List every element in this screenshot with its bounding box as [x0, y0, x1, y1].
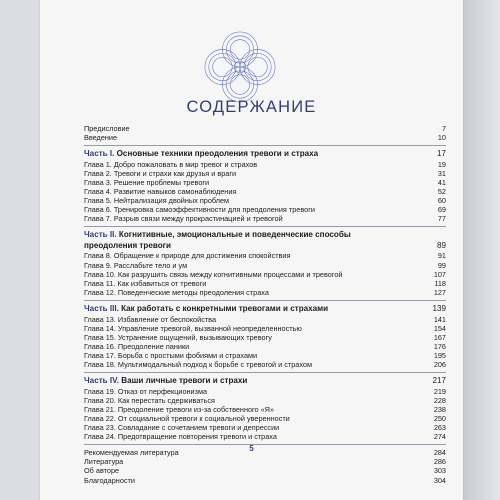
entry-label: Глава 13. Избавление от беспокойства	[84, 314, 217, 324]
toc-chapter-entry	[84, 187, 446, 196]
toc-front-entry	[84, 124, 446, 133]
entry-page: 176	[433, 341, 446, 351]
entry-page: 228	[433, 395, 446, 405]
entry-label: Глава 12. Поведенческие методы преодоления страха	[84, 287, 269, 297]
table-of-contents	[84, 124, 446, 485]
entry-page: 250	[433, 413, 446, 423]
entry-label: Глава 4. Развитие навыков самонаблюдения	[84, 187, 237, 197]
part-title: Основные техники преодоления тревоги и страха	[116, 149, 319, 159]
part-number: Часть III.	[84, 303, 119, 313]
part-number: Часть II.	[84, 230, 117, 240]
interlaced-circles-emblem-icon	[201, 28, 279, 106]
entry-page: 69	[437, 205, 446, 215]
entry-page: 219	[433, 386, 446, 396]
toc-chapter-entry	[84, 414, 446, 423]
entry-page: 31	[437, 168, 446, 178]
entry-label: Глава 5. Нейтрализация двойных проблем	[84, 196, 230, 206]
toc-chapter-entry	[84, 251, 446, 260]
toc-chapter-entry	[84, 342, 446, 351]
entry-page: 77	[437, 214, 446, 224]
background-edge	[463, 0, 500, 500]
entry-label: Глава 19. Отказ от перфекционизма	[84, 386, 208, 396]
entry-page: 238	[433, 404, 446, 414]
entry-label: Глава 8. Обращение к природе для достижения спокойствия	[84, 251, 291, 261]
toc-chapter-entry	[84, 270, 446, 279]
entry-page: 284	[433, 448, 446, 458]
toc-chapter-entry	[84, 360, 446, 369]
entry-label: Глава 10. Как разрушить связь между когнитивными процессами и тревогой	[84, 269, 343, 279]
entry-label: Глава 7. Разрыв связи между прокрастинацией и тревогой	[84, 214, 283, 224]
book-page	[40, 0, 463, 500]
toc-part-heading	[84, 230, 446, 251]
toc-part-heading	[84, 149, 446, 160]
entry-page: 91	[437, 251, 446, 261]
entry-page: 99	[437, 260, 446, 270]
entry-page: 17	[436, 149, 446, 159]
toc-front-entry	[84, 133, 446, 142]
entry-label: Благодарности	[84, 475, 135, 485]
toc-chapter-entry	[84, 405, 446, 414]
entry-label: Глава 17. Борьба с простыми фобиями и страхами	[84, 350, 258, 360]
page-number: 5	[249, 444, 254, 453]
entry-label: Предисловие	[84, 124, 130, 133]
toc-chapter-entry	[84, 169, 446, 178]
toc-chapter-entry	[84, 333, 446, 342]
entry-label: Введение	[84, 133, 118, 143]
entry-label: Глава 22. От социальной тревоги к социальной уверенности	[84, 413, 290, 423]
entry-label: Глава 23. Совладание с сочетанием тревоги и депрессии	[84, 423, 280, 433]
entry-page: 206	[433, 359, 446, 369]
entry-label: Литература	[84, 457, 124, 467]
entry-label: Глава 6. Тренировка самоэффективности для преодоления тревоги	[84, 205, 315, 215]
toc-chapter-entry	[84, 423, 446, 432]
entry-label: Глава 20. Как перестать сдерживаться	[84, 395, 215, 405]
divider	[84, 145, 446, 146]
entry-page: 7	[441, 124, 446, 133]
entry-label: Глава 9. Расслабьте тело и ум	[84, 260, 188, 270]
part-number: Часть I.	[84, 149, 115, 159]
entry-label: Глава 16. Преодоление паники	[84, 341, 190, 351]
toc-chapter-entry	[84, 178, 446, 187]
entry-page: 304	[433, 475, 446, 485]
toc-back-entry	[84, 476, 446, 485]
entry-page: 217	[432, 376, 446, 386]
entry-label: Глава 3. Решение проблемы тревоги	[84, 177, 210, 187]
toc-chapter-entry	[84, 387, 446, 396]
entry-label: Рекомендуемая литература	[84, 448, 179, 458]
entry-page: 141	[433, 314, 446, 324]
entry-label: Глава 2. Тревоги и страхи как друзья и враги	[84, 168, 237, 178]
toc-chapter-entry	[84, 279, 446, 288]
entry-page: 274	[433, 432, 446, 442]
entry-page: 195	[433, 350, 446, 360]
toc-part-heading	[84, 304, 446, 315]
toc-chapter-entry	[84, 324, 446, 333]
entry-label: Глава 21. Преодоление тревоги из-за собственного «Я»	[84, 404, 275, 414]
entry-page: 263	[433, 423, 446, 433]
toc-chapter-entry	[84, 351, 446, 360]
toc-back-entry	[84, 466, 446, 475]
toc-chapter-entry	[84, 196, 446, 205]
entry-label: Глава 11. Как избавиться от тревоги	[84, 278, 207, 288]
entry-label: Об авторе	[84, 466, 120, 476]
entry-page: 286	[433, 457, 446, 467]
entry-page: 60	[437, 196, 446, 206]
toc-chapter-entry	[84, 396, 446, 405]
divider	[84, 226, 446, 227]
part-title: Ваши личные тревоги и страхи	[121, 376, 248, 386]
entry-page: 107	[433, 269, 446, 279]
entry-page: 89	[436, 240, 446, 250]
toc-chapter-entry	[84, 214, 446, 223]
entry-page: 127	[433, 287, 446, 297]
part-title: Когнитивные, эмоциональные и поведенческие способы преодоления тревоги	[84, 230, 351, 250]
page-title: СОДЕРЖАНИЕ	[186, 98, 317, 116]
entry-page: 19	[437, 159, 446, 169]
entry-label: Глава 24. Предотвращение повторения тревоги и страха	[84, 432, 277, 442]
entry-page: 167	[433, 332, 446, 342]
entry-page: 303	[433, 466, 446, 476]
entry-page: 154	[433, 323, 446, 333]
entry-page: 41	[437, 177, 446, 187]
entry-page: 10	[437, 133, 446, 143]
toc-chapter-entry	[84, 261, 446, 270]
entry-label: Глава 1. Добро пожаловать в мир тревог и страхов	[84, 159, 258, 169]
entry-label: Глава 18. Мультимодальный подход к борьбе с тревогой и страхом	[84, 359, 312, 369]
toc-chapter-entry	[84, 288, 446, 297]
part-number: Часть IV.	[84, 376, 120, 386]
toc-chapter-entry	[84, 315, 446, 324]
entry-page: 118	[434, 278, 446, 288]
part-title: Как работать с конкретными тревогами и страхами	[121, 303, 329, 313]
entry-page: 52	[437, 187, 446, 197]
toc-chapter-entry	[84, 160, 446, 169]
toc-chapter-entry	[84, 432, 446, 441]
divider	[84, 372, 446, 373]
entry-label: Глава 15. Устранение ощущений, вызывающих тревогу	[84, 332, 272, 342]
toc-chapter-entry	[84, 205, 446, 214]
divider	[84, 300, 446, 301]
entry-page: 139	[432, 303, 446, 313]
entry-label: Глава 14. Управление тревогой, вызванной неопределенностью	[84, 323, 302, 333]
toc-back-entry	[84, 457, 446, 466]
toc-part-heading	[84, 376, 446, 387]
